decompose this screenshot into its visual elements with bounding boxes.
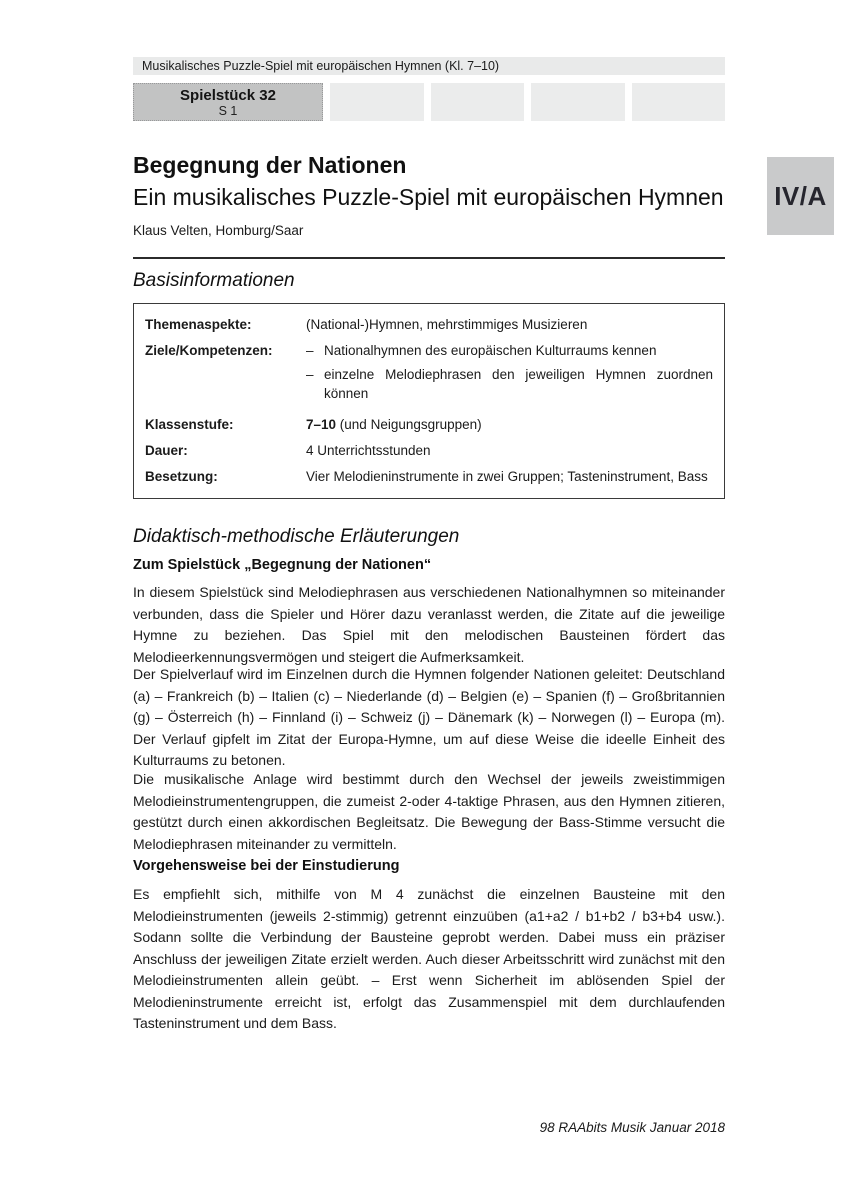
info-value-rest: (und Neigungsgruppen) (336, 417, 482, 432)
tab-empty-2 (431, 83, 525, 121)
info-label: Ziele/Kompetenzen: (145, 343, 273, 358)
info-row-ziele (145, 341, 713, 408)
info-value: 4 Unterrichtsstunden (306, 443, 431, 458)
info-value-bold: 7–10 (306, 417, 337, 432)
info-label: Dauer: (145, 443, 188, 458)
list-item-text: Nationalhymnen des europäischen Kulturraums kennen (324, 343, 657, 358)
page-subtitle: Ein musikalisches Puzzle-Spiel mit europäischen Hymnen (133, 184, 724, 210)
subheading-einstudierung: Vorgehensweise bei der Einstudierung (133, 858, 400, 874)
paragraph-1: In diesem Spielstück sind Melodiephrasen aus verschiedenen Nationalhymnen so miteinander verbunden, dass die Spieler und Hörer dazu veranlasst werden, die Zitate auf die jeweilige Hymne zu beziehen. Das Spiel mit den melodischen Bausteinen fördert das Melodieerkennungsvermögen und steigert die Aufmerksamkeit. (133, 584, 725, 665)
list-item (306, 365, 713, 403)
header-bar: Musikalisches Puzzle-Spiel mit europäischen Hymnen (Kl. 7–10) (133, 57, 725, 75)
info-row-besetzung (145, 467, 713, 486)
list-item-text: einzelne Melodiephrasen den jeweiligen Hymnen zuordnen können (324, 367, 713, 401)
tab-title: Spielstück 32 (180, 86, 276, 104)
divider-rule (133, 257, 725, 259)
tab-spielstueck-32 (133, 83, 323, 121)
tab-page-number: S 1 (218, 103, 238, 118)
tab-row (133, 83, 725, 121)
info-value (306, 341, 713, 408)
info-row-klassenstufe (145, 415, 713, 434)
subheading-spielstueck: Zum Spielstück „Begegnung der Nationen“ (133, 557, 432, 573)
paragraph-3: Die musikalische Anlage wird bestimmt durch den Wechsel der jeweils zweistimmigen Melodieinstrumentengruppen, die zumeist 2-oder 4-taktige Phrasen, aus den Hymnen zitieren, gestützt durch einen akkordischen Begleitsatz. Die Bewegung der Bass-Stimme versucht die Melodiephrasen miteinander zu vermitteln. (133, 771, 725, 852)
tab-empty-1 (330, 83, 424, 121)
dash-bullet: – (306, 367, 314, 382)
basisinfo-heading: Basisinformationen (133, 270, 295, 291)
dash-bullet: – (306, 343, 314, 358)
list-item (306, 341, 713, 360)
info-value: (National-)Hymnen, mehrstimmiges Musizieren (306, 317, 588, 332)
info-value: Vier Melodieninstrumente in zwei Gruppen; Tasteninstrument, Bass (306, 469, 708, 484)
info-label: Besetzung: (145, 469, 218, 484)
paragraph-2: Der Spielverlauf wird im Einzelnen durch die Hymnen folgender Nationen geleitet: Deutschland (a) – Frankreich (b) – Italien (c) – Niederlande (d) – Belgien (e) – Spanien (f) – Großbritannien (g) – Österreich (h) – Finnland (i) – Schweiz (j) – Dänemark (k) – Norwegen (l) – Europa (m). Der Verlauf gipfelt im Zitat der Europa-Hymne, um auf diese Weise die ideelle Einheit des Kulturraums zu betonen. (133, 666, 725, 768)
info-label: Themenaspekte: (145, 317, 252, 332)
section-badge: IV/A (767, 157, 834, 235)
info-row-themenaspekte (145, 315, 713, 334)
tab-empty-3 (531, 83, 625, 121)
info-label: Klassenstufe: (145, 417, 234, 432)
footer-credit: 98 RAAbits Musik Januar 2018 (539, 1120, 725, 1135)
basisinfo-table (133, 303, 725, 499)
page-title: Begegnung der Nationen (133, 152, 407, 178)
author-line: Klaus Velten, Homburg/Saar (133, 223, 304, 238)
info-value (306, 415, 713, 434)
didactics-heading: Didaktisch-methodische Erläuterungen (133, 526, 460, 547)
info-row-dauer (145, 441, 713, 460)
paragraph-4: Es empfiehlt sich, mithilfe von M 4 zunächst die einzelnen Bausteine mit den Melodieinstrumenten (jeweils 2-stimmig) getrennt einzuüben (a1+a2 / b1+b2 / b3+b4 usw.). Sodann sollte die Verbindung der Bausteine geprobt werden. Dabei muss ein präziser Anschluss der jeweiligen Zitate erzielt werden. Auch dieser Arbeitsschritt wird zunächst mit den Melodieinstrumenten allein geübt. – Erst wenn Sicherheit im ablösenden Spiel der Melodieninstrumente erreicht ist, erfolgt das Zusammenspiel mit dem durchlaufenden Tasteninstrument und dem Bass. (133, 886, 725, 1031)
tab-empty-4 (632, 83, 726, 121)
